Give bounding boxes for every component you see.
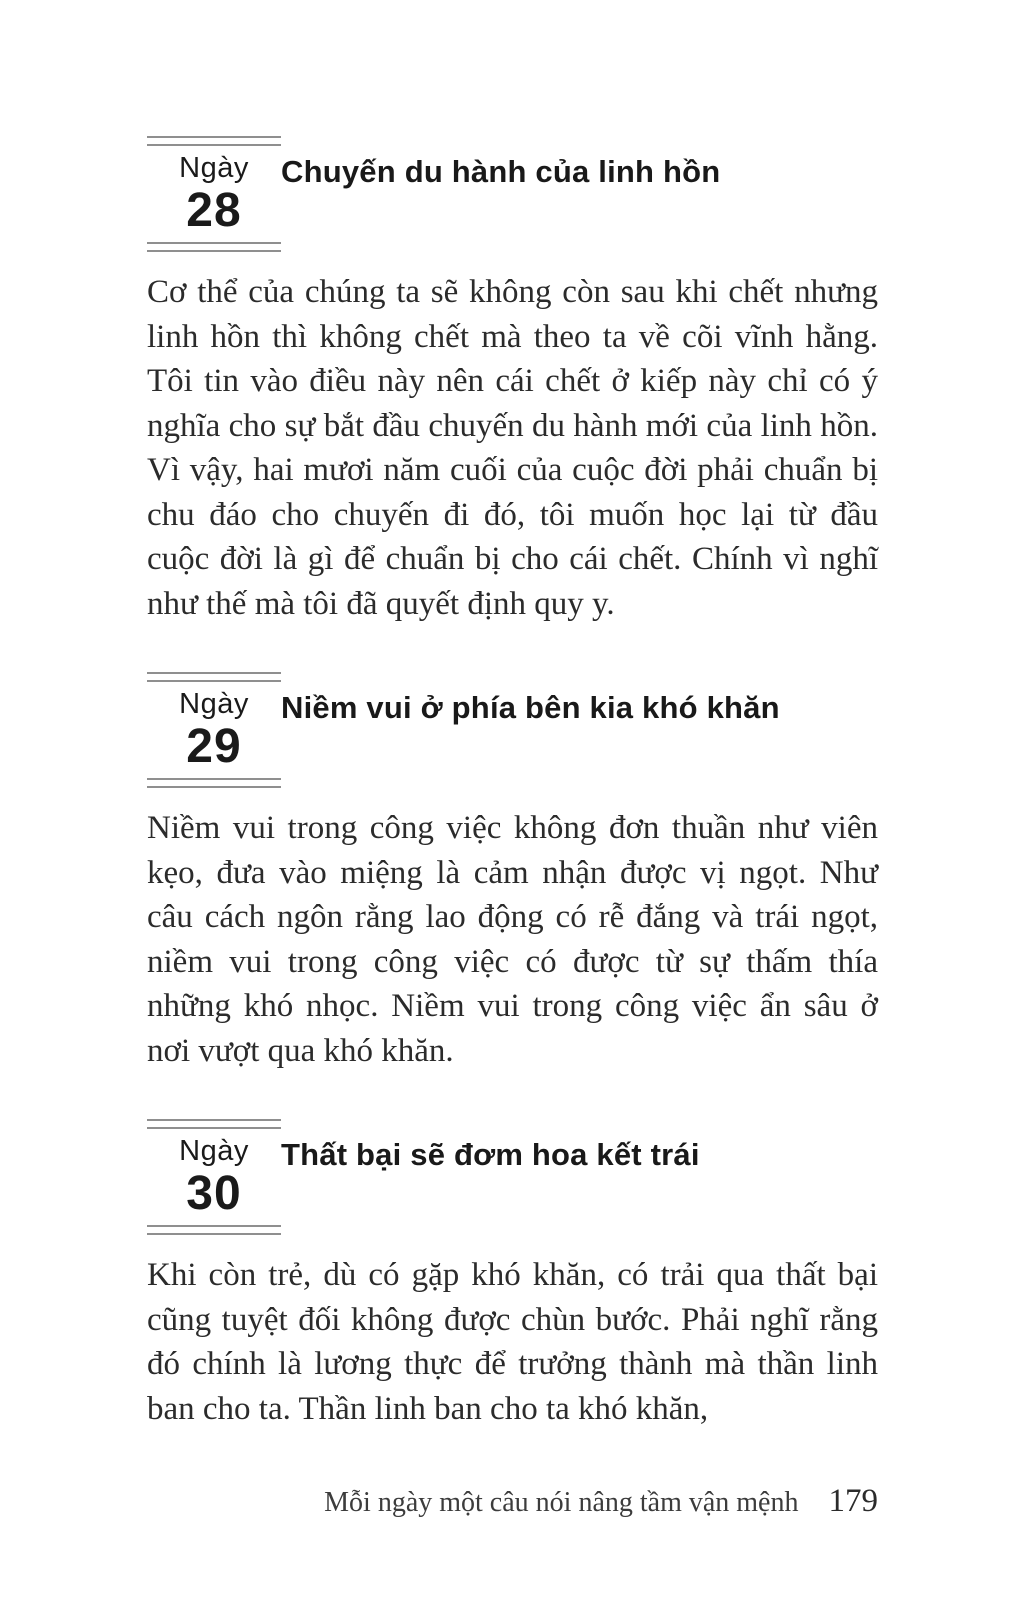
double-rule-bottom xyxy=(147,242,281,252)
double-rule-bottom xyxy=(147,1225,281,1235)
day-calendar-box xyxy=(147,672,281,788)
entry-header xyxy=(147,672,878,788)
double-rule-top xyxy=(147,136,281,146)
day-number: 28 xyxy=(186,184,242,237)
double-rule-top xyxy=(147,672,281,682)
entry-day-30 xyxy=(147,1119,878,1431)
page-container xyxy=(147,0,878,1615)
entry-title: Chuyến du hành của linh hồn xyxy=(281,154,721,189)
double-rule-bottom xyxy=(147,778,281,788)
running-title: Mỗi ngày một câu nói nâng tầm vận mệnh xyxy=(324,1487,799,1518)
day-label: Ngày xyxy=(179,688,249,720)
entry-day-28 xyxy=(147,136,878,626)
entry-body-text: Khi còn trẻ, dù có gặp khó khăn, có trải qua thất bại cũng tuyệt đối không được chùn bước. Phải nghĩ rằng đó chính là lương thực để trưởng thành mà thần linh ban cho ta. Thần linh ban cho ta khó khăn, xyxy=(147,1257,878,1427)
day-number: 29 xyxy=(186,720,242,773)
day-label: Ngày xyxy=(179,1135,249,1167)
page-content xyxy=(147,0,878,1431)
day-number: 30 xyxy=(186,1167,242,1220)
entry-header xyxy=(147,136,878,252)
double-rule-top xyxy=(147,1119,281,1129)
entry-title: Niềm vui ở phía bên kia khó khăn xyxy=(281,690,780,725)
entry-title: Thất bại sẽ đơm hoa kết trái xyxy=(281,1137,700,1172)
entry-day-29 xyxy=(147,672,878,1073)
day-calendar-box xyxy=(147,1119,281,1235)
day-label: Ngày xyxy=(179,152,249,184)
page-number: 179 xyxy=(828,1483,878,1519)
entry-body-text: Cơ thể của chúng ta sẽ không còn sau khi chết nhưng linh hồn thì không chết mà theo ta về cõi vĩnh hằng. Tôi tin vào điều này nên cái chết ở kiếp này chỉ có ý nghĩa cho sự bắt đầu chuyến du hành mới của linh hồn. Vì vậy, hai mươi năm cuối của cuộc đời phải chuẩn bị chu đáo cho chuyến đi đó, tôi muốn học lại từ đầu cuộc đời là gì để chuẩn bị cho cái chết. Chính vì nghĩ như thế mà tôi đã quyết định quy y. xyxy=(147,274,878,622)
page-footer xyxy=(147,1483,878,1520)
entry-header xyxy=(147,1119,878,1235)
day-calendar-box xyxy=(147,136,281,252)
entry-body-text: Niềm vui trong công việc không đơn thuần như viên kẹo, đưa vào miệng là cảm nhận được vị ngọt. Như câu cách ngôn rằng lao động có rễ đắng và trái ngọt, niềm vui trong công việc có được từ sự thấm thía những khó nhọc. Niềm vui trong công việc ẩn sâu ở nơi vượt qua khó khăn. xyxy=(147,810,878,1069)
